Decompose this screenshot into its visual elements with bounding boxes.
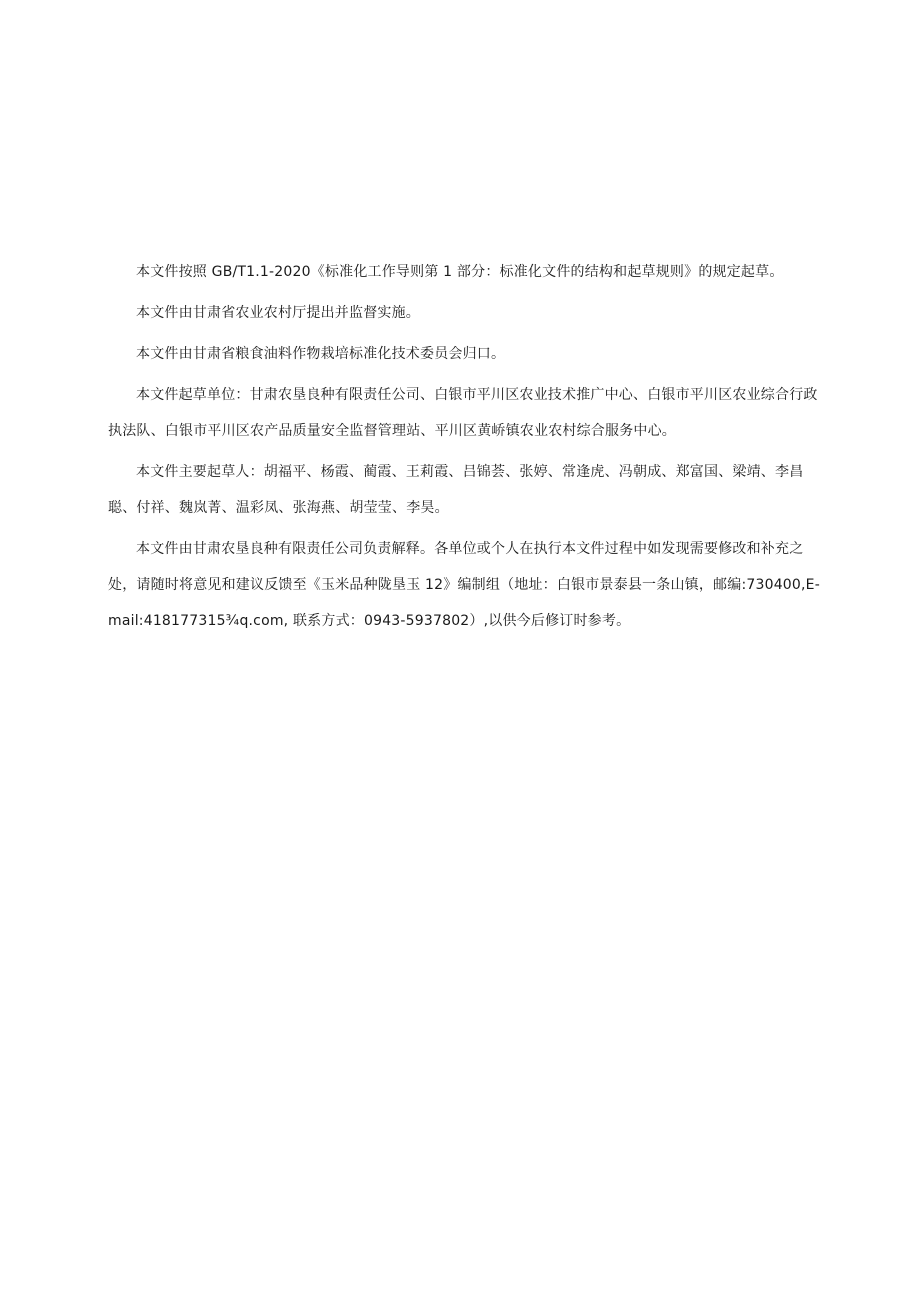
proposing-authority-paragraph: 本文件由甘肃省农业农村厅提出并监督实施。 — [136, 305, 420, 321]
centralized-management-paragraph: 本文件由甘肃省粮食油料作物栽培标准化技术委员会归口。 — [136, 346, 506, 362]
drafting-basis-paragraph: 本文件按照 GB/T1.1-2020《标准化工作导则第 1 部分：标准化文件的结构和起草规则》的规定起草。 — [136, 264, 784, 280]
main-drafters-paragraph: 本文件主要起草人：胡福平、杨霞、蔺霞、王莉霞、吕锦荟、张婷、常逢虎、冯朝成、郑富国、梁靖、李昌聪、付祥、魏岚菁、温彩凤、张海燕、胡莹莹、李昊。 — [108, 464, 804, 516]
drafting-units-paragraph: 本文件起草单位：甘肃农垦良种有限责任公司、白银市平川区农业技术推广中心、白银市平川区农业综合行政执法队、白银市平川区农产品质量安全监督管理站、平川区黄峤镇农业农村综合服务中心。 — [108, 387, 818, 439]
foreword-body — [108, 254, 820, 644]
interpretation-feedback-paragraph: 本文件由甘肃农垦良种有限责任公司负责解释。各单位或个人在执行本文件过程中如发现需要修改和补充之处，请随时将意见和建议反馈至《玉米品种陇垦玉 12》编制组（地址：白银市景泰县一条山镇，邮编:730400,E-mail:418177315¾q.com, 联系方式：0943-5937802）,以供今后修订时参考。 — [108, 541, 820, 629]
